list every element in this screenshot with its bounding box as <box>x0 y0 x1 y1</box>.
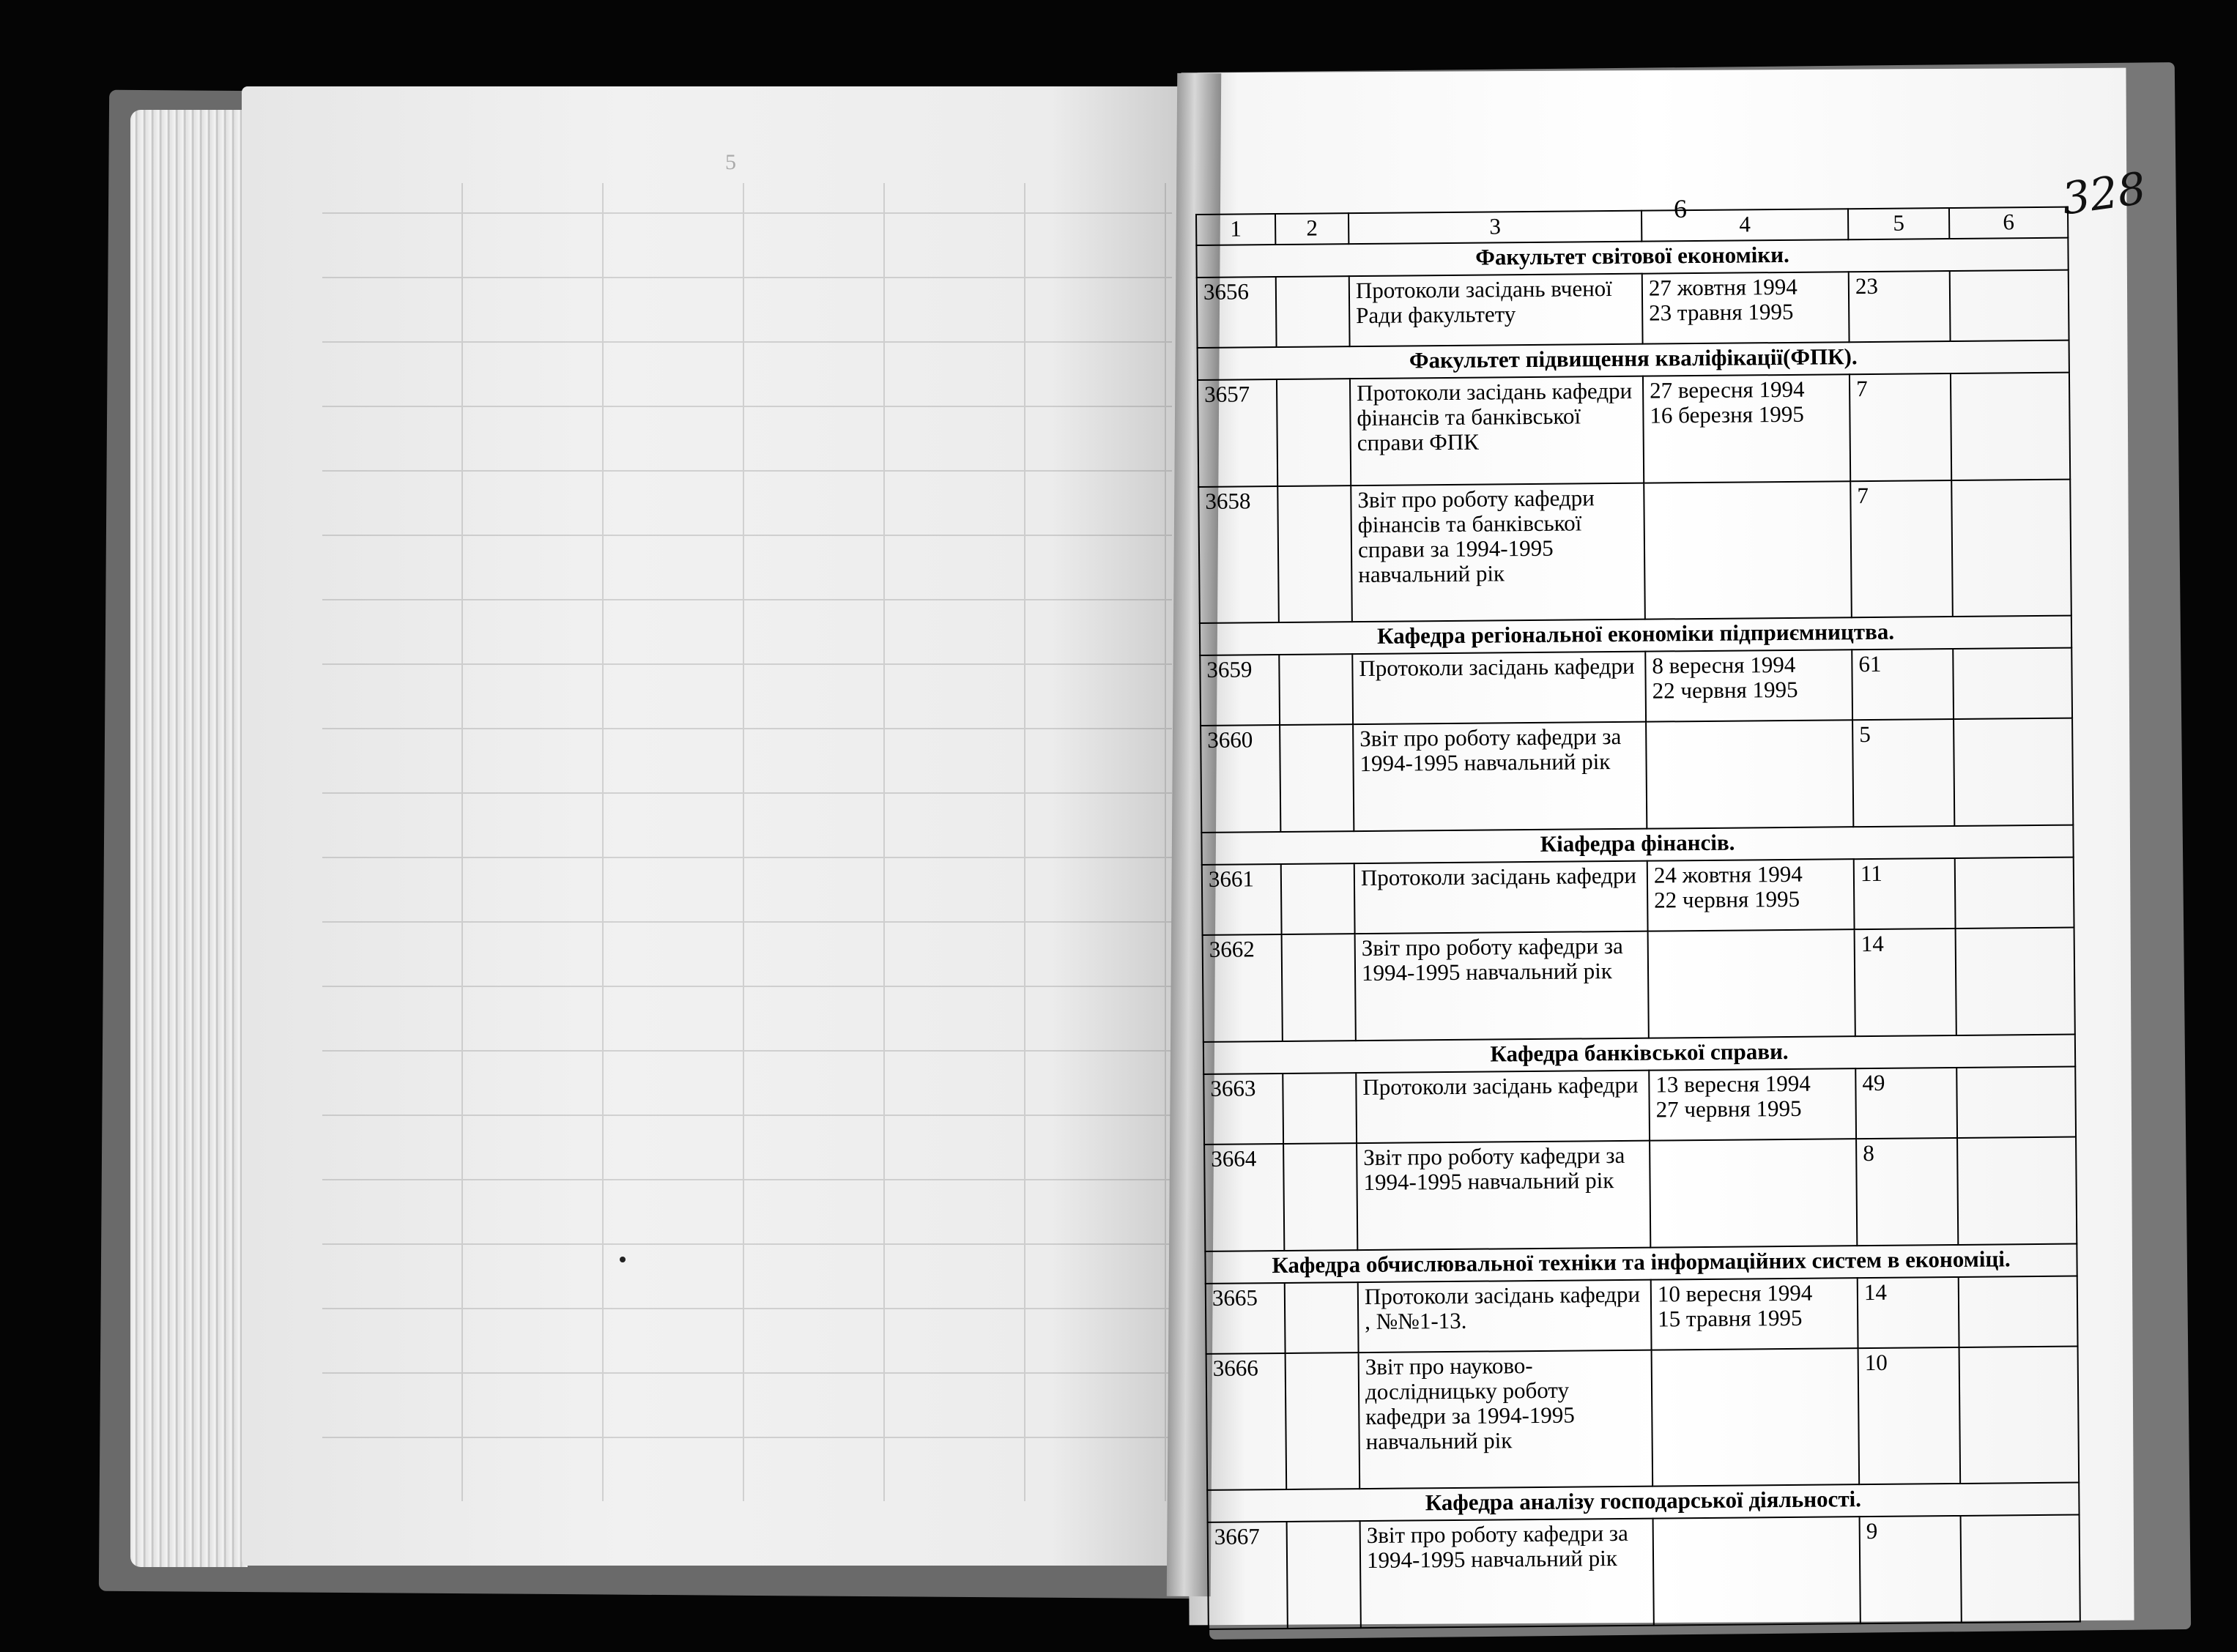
file-number: 3656 <box>1197 277 1277 348</box>
file-number: 3663 <box>1203 1074 1283 1145</box>
inventory-table <box>1195 206 2081 1630</box>
left-page-number: 5 <box>725 150 736 174</box>
note-cell <box>1959 1276 2078 1347</box>
date-range <box>1653 1517 1861 1625</box>
table-row <box>1203 928 2075 1042</box>
sheet-count: 61 <box>1852 649 1954 720</box>
file-title: Звіт про роботу кафедри за 1994-1995 навчальний рік <box>1357 1141 1650 1250</box>
column-header: 5 <box>1848 208 1949 239</box>
handwritten-folio-number: 328 <box>2058 163 2149 226</box>
sheet-count: 8 <box>1856 1138 1958 1246</box>
file-number: 3661 <box>1202 864 1282 935</box>
file-title: Протоколи засідань кафедри , №№1-13. <box>1358 1280 1652 1353</box>
index-cell <box>1277 379 1351 486</box>
table-row <box>1198 373 2070 487</box>
note-cell <box>1956 1067 2076 1138</box>
sheet-count: 7 <box>1850 373 1951 481</box>
start-date <box>1652 722 1846 723</box>
section-title: Кіафедра фінансів. <box>1201 825 2073 865</box>
date-range <box>1642 272 1850 343</box>
end-date: 23 травня 1995 <box>1649 298 1794 326</box>
start-date <box>1650 483 1844 485</box>
start-date: 10 вересня 1994 <box>1657 1279 1813 1307</box>
column-header: 3 <box>1348 211 1641 244</box>
table-row <box>1201 718 2073 833</box>
file-title: Протоколи засідань кафедри фінансів та банківської справи ФПК <box>1350 376 1644 485</box>
index-cell <box>1286 1353 1360 1489</box>
file-title: Протоколи засідань кафедри <box>1352 652 1646 724</box>
table-row <box>1198 480 2071 623</box>
file-number: 3657 <box>1198 379 1277 487</box>
start-date: 27 жовтня 1994 <box>1648 273 1798 301</box>
table-row <box>1208 1515 2080 1629</box>
date-range <box>1644 481 1852 619</box>
end-date <box>1660 1519 1853 1520</box>
note-cell <box>1957 1137 2077 1245</box>
start-date: 13 вересня 1994 <box>1655 1070 1811 1098</box>
file-title: Звіт про роботу кафедри за 1994-1995 навчальний рік <box>1353 722 1647 831</box>
sheet-count: 49 <box>1855 1068 1957 1139</box>
table-row <box>1203 1067 2076 1145</box>
table-row <box>1206 1347 2080 1490</box>
date-range <box>1643 374 1850 483</box>
section-title: Кафедра аналізу господарської діяльності. <box>1207 1483 2079 1522</box>
file-number: 3664 <box>1204 1144 1284 1251</box>
note-cell <box>1951 373 2070 480</box>
start-date: 8 вересня 1994 <box>1652 651 1796 679</box>
start-date: 24 жовтня 1994 <box>1653 860 1803 888</box>
left-page-bleed-through <box>322 183 1172 1501</box>
date-range <box>1650 1139 1857 1247</box>
column-header: 6 <box>1949 207 2068 239</box>
note-cell <box>1961 1515 2080 1623</box>
date-range <box>1648 929 1855 1038</box>
table-row <box>1200 648 2072 726</box>
note-cell <box>1959 1347 2080 1484</box>
column-header: 4 <box>1641 209 1848 241</box>
note-cell <box>1950 270 2069 341</box>
end-date <box>1652 722 1846 723</box>
section-title: Кафедра регіональної економіки підприємництва. <box>1200 616 2071 655</box>
date-range <box>1645 650 1852 721</box>
file-title: Протоколи засідань кафедри <box>1356 1071 1650 1143</box>
end-date <box>1656 1141 1850 1142</box>
index-cell <box>1281 863 1355 934</box>
file-number: 3659 <box>1200 655 1280 726</box>
index-cell <box>1283 1073 1357 1144</box>
index-cell <box>1279 654 1353 725</box>
file-title: Звіт про науково-дослідницьку роботу кафедри за 1994-1995 навчальний рік <box>1359 1350 1653 1489</box>
section-title: Кафедра банківської справи. <box>1203 1035 2075 1074</box>
sheet-count: 7 <box>1850 480 1953 617</box>
file-number: 3662 <box>1203 934 1283 1042</box>
page-block-edges <box>130 110 248 1567</box>
start-date <box>1655 931 1848 933</box>
start-date: 27 вересня 1994 <box>1649 376 1805 403</box>
end-date: 15 травня 1995 <box>1658 1304 1803 1332</box>
file-title: Протоколи засідань вченої Ради факультету <box>1349 274 1643 346</box>
archive-inventory <box>1195 206 2080 1630</box>
file-number: 3665 <box>1206 1283 1286 1354</box>
file-title: Звіт про роботу кафедри за 1994-1995 навчальний рік <box>1355 931 1649 1041</box>
note-cell <box>1956 928 2075 1035</box>
sheet-count: 14 <box>1858 1277 1959 1348</box>
sheet-count: 23 <box>1849 271 1951 342</box>
note-cell <box>1953 648 2072 719</box>
table-row <box>1202 857 2074 935</box>
file-number: 3667 <box>1208 1522 1288 1629</box>
date-range <box>1651 1278 1858 1350</box>
file-number: 3666 <box>1206 1353 1287 1490</box>
end-date <box>1650 483 1844 485</box>
end-date: 16 березня 1995 <box>1650 401 1804 428</box>
date-range <box>1647 859 1855 931</box>
column-header: 1 <box>1196 214 1275 245</box>
end-date: 22 червня 1995 <box>1654 885 1800 913</box>
section-title: Факультет підвищення кваліфікації(ФПК). <box>1198 341 2069 380</box>
end-date: 27 червня 1995 <box>1655 1095 1802 1123</box>
date-range <box>1652 1348 1860 1486</box>
file-title: Звіт про роботу кафедри фінансів та банківської справи за 1994-1995 навчальний рік <box>1351 483 1645 622</box>
sheet-count: 9 <box>1860 1516 1962 1623</box>
sheet-count: 5 <box>1852 719 1954 827</box>
date-range <box>1646 720 1853 828</box>
index-cell <box>1282 934 1356 1041</box>
note-cell <box>1951 480 2071 617</box>
index-cell <box>1285 1282 1359 1353</box>
sheet-count: 10 <box>1858 1347 1961 1484</box>
index-cell <box>1287 1521 1361 1629</box>
date-range <box>1649 1068 1856 1140</box>
file-number: 3660 <box>1201 725 1280 833</box>
sheet-count: 11 <box>1854 858 1956 929</box>
right-page-number: 6 <box>1674 194 1687 223</box>
index-cell <box>1280 724 1354 832</box>
file-title: Протоколи засідань кафедри <box>1354 861 1648 934</box>
file-number: 3658 <box>1198 486 1279 623</box>
end-date <box>1655 931 1848 933</box>
section-title: Кафедра обчислювальної техніки та інформаційних систем в економіці. <box>1205 1244 2077 1284</box>
ink-dot <box>620 1257 626 1262</box>
start-date <box>1656 1141 1850 1142</box>
file-title: Звіт про роботу кафедри за 1994-1995 навчальний рік <box>1360 1519 1654 1628</box>
column-header: 2 <box>1275 213 1348 245</box>
end-date <box>1658 1350 1852 1352</box>
section-title: Факультет світової економіки. <box>1196 238 2068 278</box>
index-cell <box>1277 485 1352 622</box>
table-row <box>1206 1276 2078 1354</box>
note-cell <box>1954 718 2073 826</box>
end-date: 22 червня 1995 <box>1652 676 1798 704</box>
start-date <box>1660 1519 1853 1520</box>
index-cell <box>1283 1143 1357 1251</box>
table-row <box>1197 270 2069 348</box>
table-row <box>1204 1137 2077 1251</box>
index-cell <box>1276 276 1350 347</box>
start-date <box>1658 1350 1852 1352</box>
sheet-count: 14 <box>1855 929 1956 1036</box>
note-cell <box>1955 857 2074 929</box>
